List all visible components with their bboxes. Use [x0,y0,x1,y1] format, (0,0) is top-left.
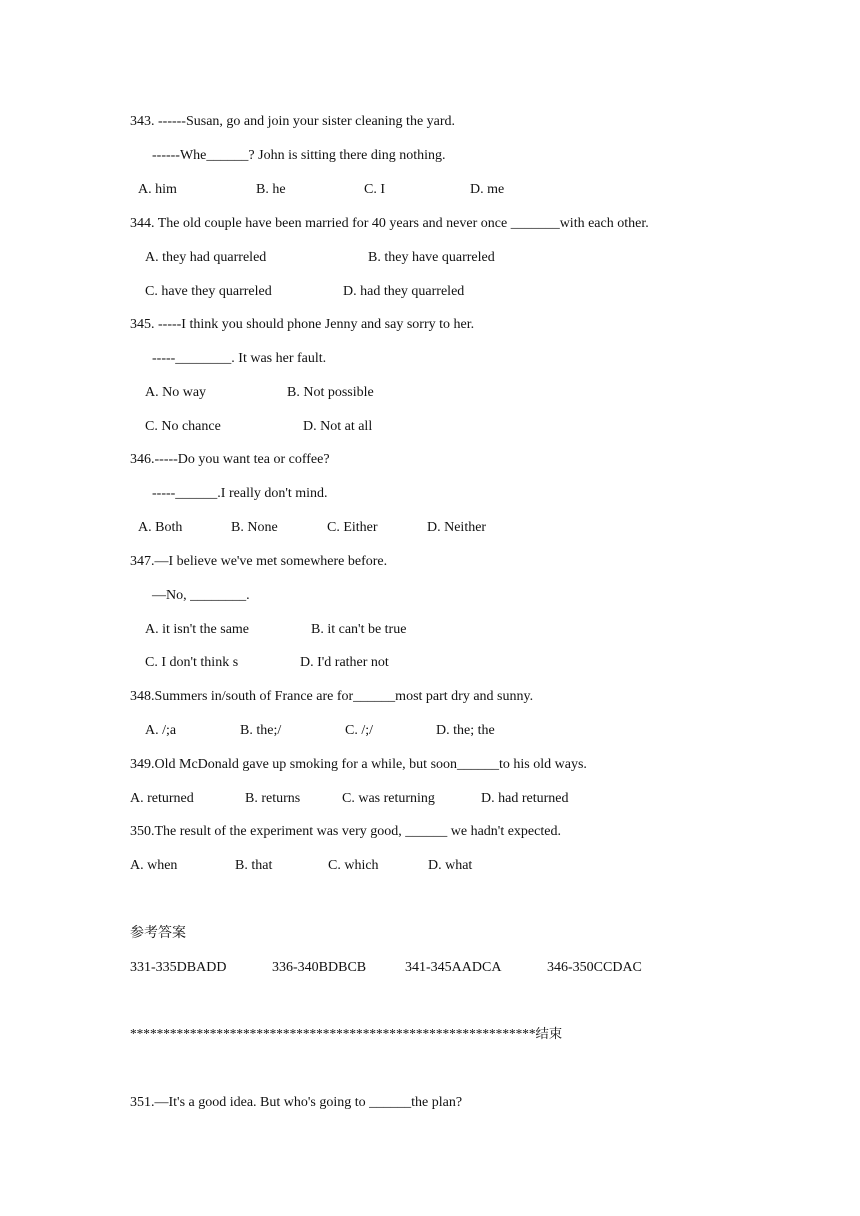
question-349-stem: 349.Old McDonald gave up smoking for a while, but soon______to his old ways. [130,757,587,772]
option-a: A. when [130,858,178,873]
option-c: C. I [364,182,385,197]
option-a: A. No way [145,385,207,400]
answer-group: 341-345AADCA [405,960,502,975]
option-b: B. returns [245,791,301,806]
question-346-stem: 346.-----Do you want tea or coffee? [130,452,330,467]
option-c: C. /;/ [345,723,374,738]
option-c: C. have they quarreled [145,284,272,299]
question-345-dialogue: -----________. It was her fault. [152,351,327,366]
question-347-stem: 347.—I believe we've met somewhere before. [130,554,388,569]
option-b: B. it can't be true [311,622,407,637]
option-a: A. it isn't the same [145,622,250,637]
answer-group: 331-335DBADD [130,960,227,975]
option-c: C. No chance [145,419,221,434]
option-b: B. the;/ [240,723,282,738]
option-a: A. /;a [145,723,177,738]
option-a: A. returned [130,791,194,806]
option-d: D. I'd rather not [300,655,389,670]
option-c: C. which [328,858,379,873]
option-a: A. him [138,182,177,197]
end-marker: *************************************************************结束 [130,1026,563,1041]
option-d: D. me [470,182,505,197]
option-d: D. had returned [481,791,569,806]
option-c: C. Either [327,520,378,535]
option-c: C. was returning [342,791,435,806]
option-d: D. the; the [436,723,495,738]
option-d: D. what [428,858,473,873]
option-d: D. Neither [427,520,487,535]
question-344-stem: 344. The old couple have been married for 40 years and never once _______with each other. [130,216,649,231]
question-345-stem: 345. -----I think you should phone Jenny and say sorry to her. [130,317,475,332]
option-d: D. had they quarreled [343,284,465,299]
option-b: B. he [256,182,286,197]
option-b: B. that [235,858,273,873]
option-b: B. they have quarreled [368,250,495,265]
question-348-stem: 348.Summers in/south of France are for______most part dry and sunny. [130,689,534,704]
question-343-dialogue: ------Whe______? John is sitting there ding nothing. [152,148,446,163]
answer-group: 336-340BDBCB [272,960,367,975]
question-347-dialogue: —No, ________. [152,588,250,603]
question-346-dialogue: -----______.I really don't mind. [152,486,328,501]
answer-group: 346-350CCDAC [547,960,642,975]
option-b: B. Not possible [287,385,374,400]
question-351-stem: 351.—It's a good idea. But who's going to ______the plan? [130,1095,463,1110]
option-c: C. I don't think s [145,655,239,670]
question-350-stem: 350.The result of the experiment was very good, ______ we hadn't expected. [130,824,561,839]
option-a: A. Both [138,520,183,535]
question-343-stem: 343. ------Susan, go and join your sister cleaning the yard. [130,114,456,129]
answer-key-heading: 参考答案 [130,926,186,941]
option-b: B. None [231,520,278,535]
option-a: A. they had quarreled [145,250,267,265]
option-d: D. Not at all [303,419,373,434]
